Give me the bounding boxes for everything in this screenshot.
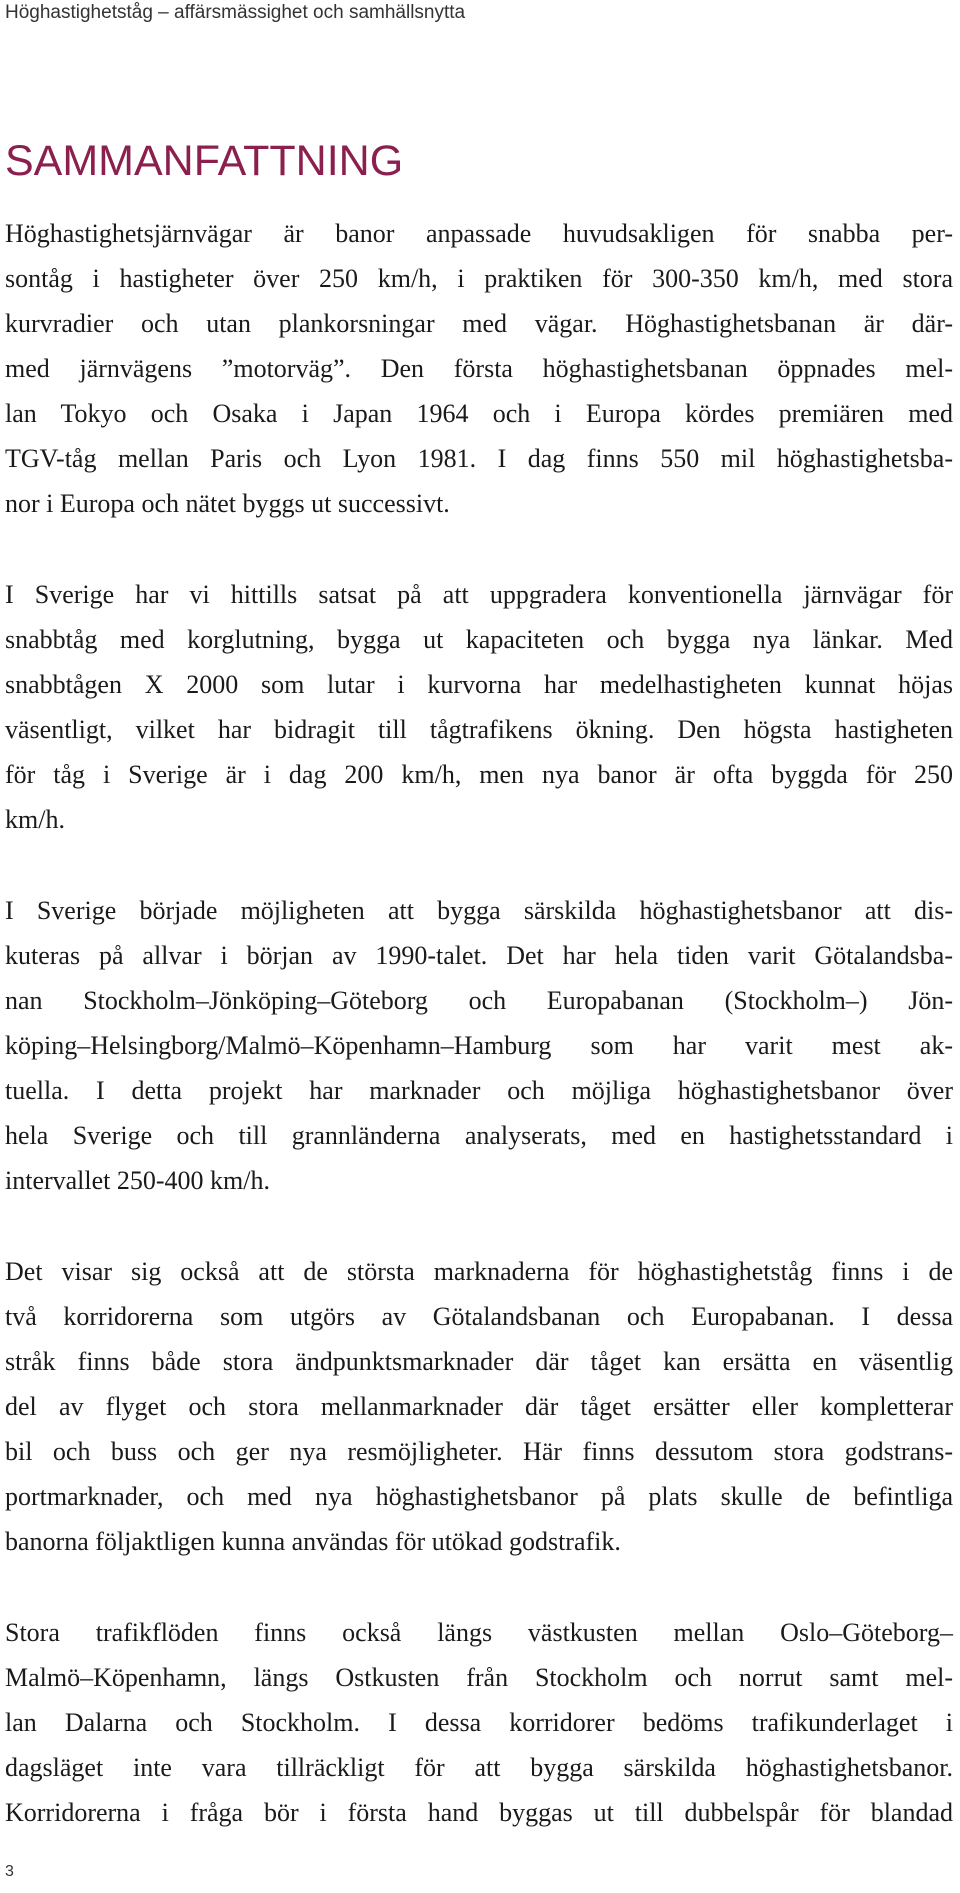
- text-line: I Sverige började möjligheten att bygga särskilda höghastighetsbanor att dis-: [5, 896, 953, 925]
- paragraph-1: [5, 211, 953, 526]
- text-line: I Sverige har vi hittills satsat på att uppgradera konventionella järnvägar för: [5, 580, 953, 609]
- text-line: Stora trafikflöden finns också längs västkusten mellan Oslo–Göteborg–: [5, 1618, 953, 1647]
- text-line: del av flyget och stora mellanmarknader där tåget ersätter eller kompletterar: [5, 1392, 953, 1421]
- running-header: Höghastighetståg – affärsmässighet och samhällsnytta: [5, 2, 466, 23]
- text-line: Det visar sig också att de största marknaderna för höghastighetståg finns i de: [5, 1257, 953, 1286]
- paragraph-4: [5, 1249, 953, 1564]
- text-line: dagsläget inte vara tillräckligt för att bygga särskilda höghastighetsbanor.: [5, 1753, 953, 1782]
- paragraph-5: [5, 1610, 953, 1835]
- text-line: Malmö–Köpenhamn, längs Ostkusten från Stockholm och norrut samt mel-: [5, 1663, 953, 1692]
- paragraph-gap: [5, 526, 953, 572]
- text-line: TGV-tåg mellan Paris och Lyon 1981. I dag finns 550 mil höghastighetsba-: [5, 444, 953, 473]
- text-line: Korridorerna i fråga bör i första hand byggas ut till dubbelspår för blandad: [5, 1798, 953, 1827]
- paragraph-gap: [5, 1564, 953, 1610]
- text-line: nor i Europa och nätet byggs ut successivt.: [5, 489, 450, 518]
- text-line: två korridorerna som utgörs av Götalandsbanan och Europabanan. I dessa: [5, 1302, 953, 1331]
- text-line: snabbtåg med korglutning, bygga ut kapaciteten och bygga nya länkar. Med: [5, 625, 953, 654]
- page-number: 3: [5, 1863, 14, 1880]
- text-line: med järnvägens ”motorväg”. Den första höghastighetsbanan öppnades mel-: [5, 354, 953, 383]
- text-line: bil och buss och ger nya resmöjligheter. Här finns dessutom stora godstrans-: [5, 1437, 953, 1466]
- paragraph-gap: [5, 842, 953, 888]
- text-line: tuella. I detta projekt har marknader och möjliga höghastighetsbanor över: [5, 1076, 953, 1105]
- text-line: banorna följaktligen kunna användas för utökad godstrafik.: [5, 1527, 621, 1556]
- paragraph-gap: [5, 1203, 953, 1249]
- body-text: [5, 211, 953, 1835]
- text-line: lan Dalarna och Stockholm. I dessa korridorer bedöms trafikunderlaget i: [5, 1708, 953, 1737]
- text-line: för tåg i Sverige är i dag 200 km/h, men nya banor är ofta byggda för 250: [5, 760, 953, 789]
- text-line: köping–Helsingborg/Malmö–Köpenhamn–Hamburg som har varit mest ak-: [5, 1031, 953, 1060]
- text-line: km/h.: [5, 805, 65, 834]
- text-line: snabbtågen X 2000 som lutar i kurvorna har medelhastigheten kunnat höjas: [5, 670, 953, 699]
- text-line: hela Sverige och till grannländerna analyserats, med en hastighetsstandard i: [5, 1121, 953, 1150]
- paragraph-3: [5, 888, 953, 1203]
- text-line: sontåg i hastigheter över 250 km/h, i praktiken för 300-350 km/h, med stora: [5, 264, 953, 293]
- paragraph-2: [5, 572, 953, 842]
- text-line: lan Tokyo och Osaka i Japan 1964 och i Europa kördes premiären med: [5, 399, 953, 428]
- text-line: stråk finns både stora ändpunktsmarknader där tåget kan ersätta en väsentlig: [5, 1347, 953, 1376]
- text-line: portmarknader, och med nya höghastighetsbanor på plats skulle de befintliga: [5, 1482, 953, 1511]
- text-line: kuteras på allvar i början av 1990-talet. Det har hela tiden varit Götalandsba-: [5, 941, 953, 970]
- text-line: väsentligt, vilket har bidragit till tågtrafikens ökning. Den högsta hastigheten: [5, 715, 953, 744]
- text-line: intervallet 250-400 km/h.: [5, 1166, 271, 1195]
- text-line: kurvradier och utan plankorsningar med vägar. Höghastighetsbanan är där-: [5, 309, 953, 338]
- section-heading: SAMMANFATTNING: [5, 137, 404, 185]
- text-line: nan Stockholm–Jönköping–Göteborg och Europabanan (Stockholm–) Jön-: [5, 986, 953, 1015]
- text-line: Höghastighetsjärnvägar är banor anpassade huvudsakligen för snabba per-: [5, 219, 953, 248]
